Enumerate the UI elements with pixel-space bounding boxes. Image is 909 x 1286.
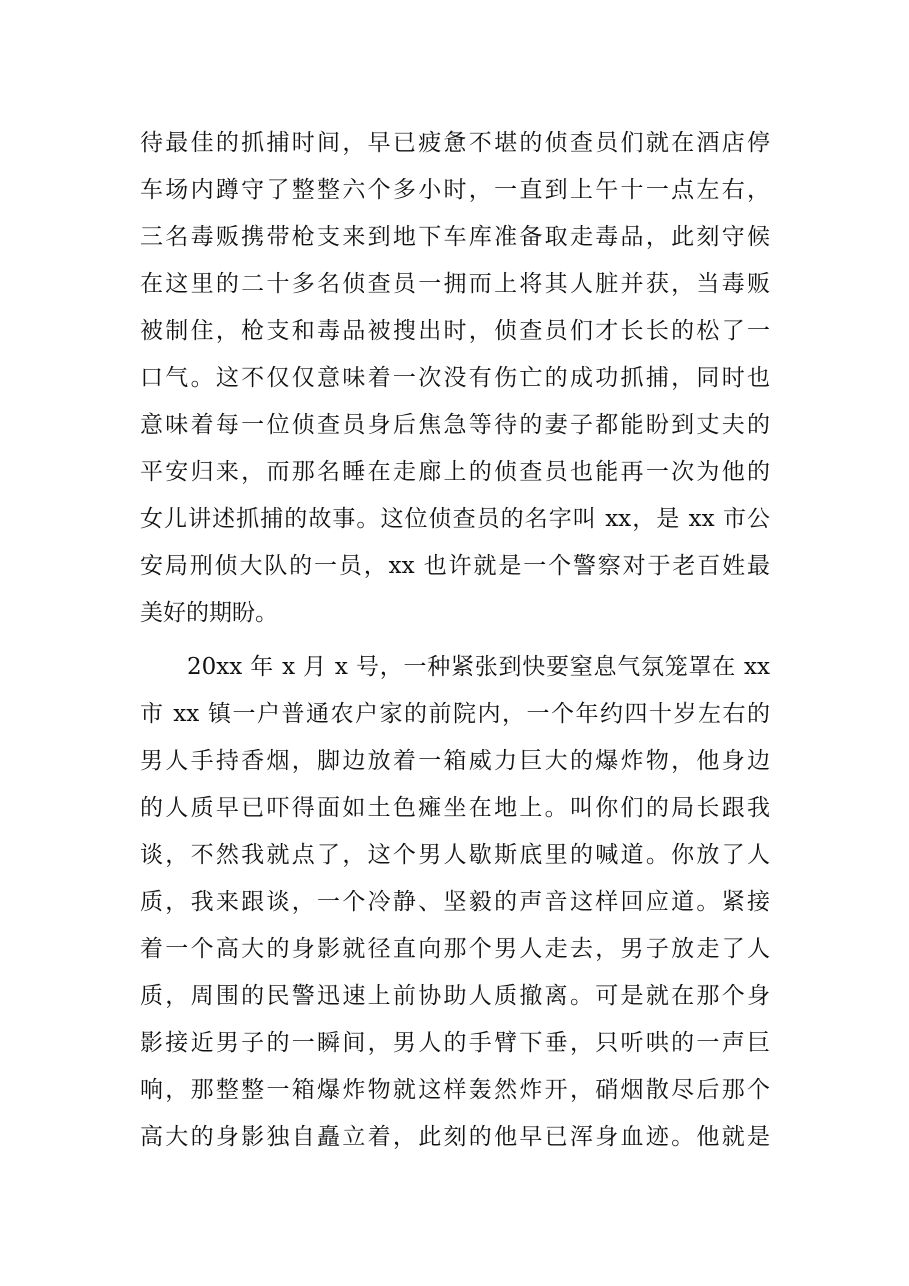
paragraph-2-line-1: 20xx 年 x 月 x 号，一种紧张到快要窒息气氛笼罩在 xx bbox=[187, 654, 770, 680]
paragraph-1-line-10: 安局刑侦大队的一员，xx 也许就是一个警察对于老百姓最 bbox=[140, 553, 770, 579]
paragraph-2-line-2: 市 xx 镇一户普通农户家的前院内，一个年约四十岁左右的 bbox=[140, 701, 770, 727]
paragraph-2-line-4: 的人质早已吓得面如土色瘫坐在地上。叫你们的局长跟我 bbox=[140, 795, 770, 821]
paragraph-2-line-8: 质，周围的民警迅速上前协助人质撤离。可是就在那个身 bbox=[140, 983, 770, 1009]
paragraph-1-line-1: 待最佳的抓捕时间，早已疲惫不堪的侦查员们就在酒店停 bbox=[140, 130, 770, 156]
paragraph-1-line-7: 意味着每一位侦查员身后焦急等待的妻子都能盼到丈夫的 bbox=[140, 412, 770, 438]
paragraph-1-line-11: 美好的期盼。 bbox=[140, 600, 278, 626]
paragraph-1-line-3: 三名毒贩携带枪支来到地下车库准备取走毒品，此刻守候 bbox=[140, 224, 770, 250]
paragraph-2-line-6: 质，我来跟谈，一个冷静、坚毅的声音这样回应道。紧接 bbox=[140, 889, 770, 915]
paragraph-2-line-9: 影接近男子的一瞬间，男人的手臂下垂，只听哄的一声巨 bbox=[140, 1030, 770, 1056]
paragraph-2-line-10: 响，那整整一箱爆炸物就这样轰然炸开，硝烟散尽后那个 bbox=[140, 1077, 770, 1103]
paragraph-2-line-3: 男人手持香烟，脚边放着一箱威力巨大的爆炸物，他身边 bbox=[140, 748, 770, 774]
paragraph-1-line-9: 女儿讲述抓捕的故事。这位侦查员的名字叫 xx，是 xx 市公 bbox=[140, 506, 770, 532]
paragraph-2-line-7: 着一个高大的身影就径直向那个男人走去，男子放走了人 bbox=[140, 936, 770, 962]
paragraph-1-line-4: 在这里的二十多名侦查员一拥而上将其人脏并获，当毒贩 bbox=[140, 271, 770, 297]
paragraph-1-line-6: 口气。这不仅仅意味着一次没有伤亡的成功抓捕，同时也 bbox=[140, 365, 770, 391]
paragraph-1-line-2: 车场内蹲守了整整六个多小时，一直到上午十一点左右， bbox=[140, 177, 770, 203]
paragraph-2-line-11: 高大的身影独自矗立着，此刻的他早已浑身血迹。他就是 bbox=[140, 1124, 770, 1150]
paragraph-1-line-8: 平安归来，而那名睡在走廊上的侦查员也能再一次为他的 bbox=[140, 459, 770, 485]
paragraph-2-line-5: 谈，不然我就点了，这个男人歇斯底里的喊道。你放了人 bbox=[140, 842, 770, 868]
paragraph-1-line-5: 被制住，枪支和毒品被搜出时，侦查员们才长长的松了一 bbox=[140, 318, 770, 344]
